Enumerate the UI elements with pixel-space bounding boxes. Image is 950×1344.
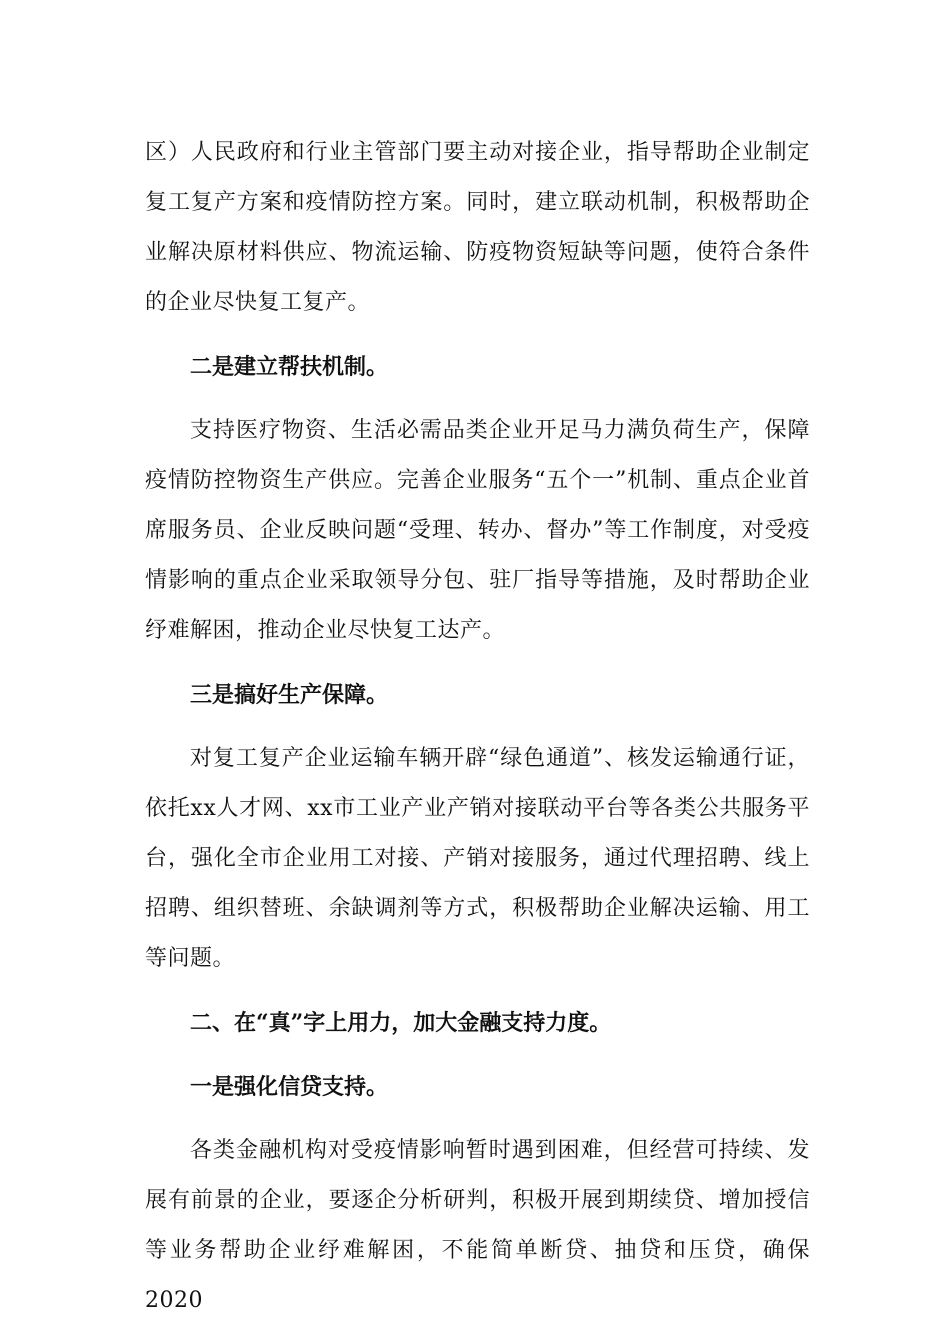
heading-financial-support: 二、在“真”字上用力，加大金融支持力度。 [190,1010,612,1036]
paragraph-continuation: 区）人民政府和行业主管部门要主动对接企业，指导帮助企业制定复工复产方案和疫情防控方案。同时，建立联动机制，积极帮助企业解决原材料供应、物流运输、防疫物资短缺等问题，使符合条件的企业尽快复工复产。 [145,140,810,315]
paragraph-production-guarantee: 对复工复产企业运输车辆开辟“绿色通道”、核发运输通行证，依托xx人才网、xx市工业产业产销对接联动平台等各类公共服务平台，强化全市企业用工对接、产销对接服务，通过代理招聘、线上招聘、组织替班、余缺调剂等方式，积极帮助企业解决运输、用工等问题。 [145,746,810,971]
document-body [145,128,810,1340]
paragraph-assistance-mechanism: 支持医疗物资、生活必需品类企业开足马力满负荷生产，保障疫情防控物资生产供应。完善企业服务“五个一”机制、重点企业首席服务员、企业反映问题“受理、转办、督办”等工作制度，对受疫情影响的重点企业采取领导分包、驻厂指导等措施，及时帮助企业纾难解困，推动企业尽快复工达产。 [145,418,810,643]
heading-credit-support: 一是强化信贷支持。 [190,1074,389,1100]
heading-establish-assistance-mechanism: 二是建立帮扶机制。 [190,354,389,380]
heading-production-guarantee: 三是搞好生产保障。 [190,682,389,708]
paragraph-credit-support: 各类金融机构对受疫情影响暂时遇到困难，但经营可持续、发展有前景的企业，要逐企分析研判，积极开展到期续贷、增加授信等业务帮助企业纾难解困，不能简单断贷、抽贷和压贷，确保2020 [145,1138,810,1313]
